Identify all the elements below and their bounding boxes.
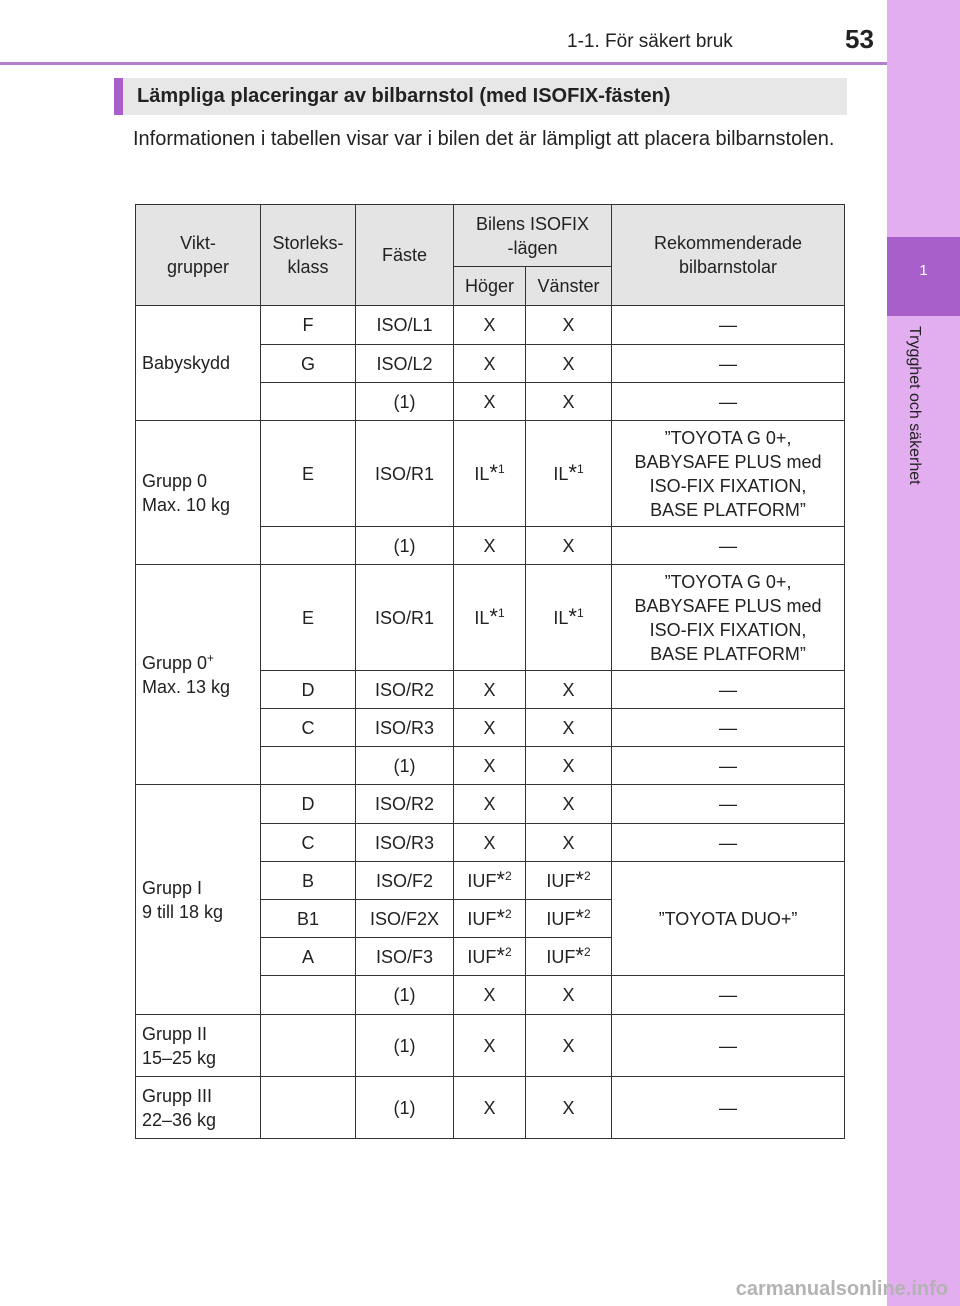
right-cell: X [454,345,526,383]
left-cell: IL*$^1$ [526,565,612,671]
recommended-cell: — [612,671,845,709]
recommended-cell: — [612,747,845,785]
left-cell: X [526,785,612,824]
recommended-cell: ”TOYOTA DUO+” [612,862,845,976]
fixture-cell: ISO/R2 [356,785,454,824]
left-cell: IUF*$^2$ [526,862,612,900]
size-cell [261,747,356,785]
intro-paragraph: Informationen i tabellen visar var i bilen det är lämpligt att placera bilbarnstolen. [133,128,835,150]
recommended-cell: — [612,306,845,345]
fixture-cell: ISO/L2 [356,345,454,383]
left-cell: X [526,824,612,862]
fixture-cell: (1) [356,1015,454,1077]
table-row [136,1015,845,1077]
right-cell: X [454,527,526,565]
left-cell: X [526,976,612,1015]
isofix-table [135,204,845,1139]
size-cell: D [261,671,356,709]
size-cell: D [261,785,356,824]
chapter-tab-number: 1 [919,262,928,279]
right-cell: X [454,306,526,345]
right-cell: X [454,671,526,709]
left-cell: X [526,345,612,383]
left-cell: X [526,1077,612,1139]
recommended-cell: — [612,824,845,862]
group-grupp-3: Grupp III 22–36 kg [136,1077,261,1139]
fixture-cell: ISO/F3 [356,938,454,976]
header-left: Vänster [526,267,612,306]
chapter-title: Trygghet och säkerhet [906,326,923,485]
left-cell: X [526,306,612,345]
header-size-class: Storleks- klass [261,205,356,306]
group-grupp-1: Grupp I 9 till 18 kg [136,785,261,1015]
header-fixture: Fäste [356,205,454,306]
right-cell: X [454,976,526,1015]
fixture-cell: ISO/L1 [356,306,454,345]
fixture-cell: (1) [356,1077,454,1139]
size-cell: A [261,938,356,976]
fixture-cell: ISO/F2X [356,900,454,938]
right-cell: X [454,785,526,824]
size-cell: E [261,421,356,527]
fixture-cell: ISO/R1 [356,565,454,671]
left-cell: X [526,1015,612,1077]
header-rule [0,62,887,65]
recommended-cell: — [612,383,845,421]
page-number: 53 [845,24,874,54]
left-cell: IL*$^1$ [526,421,612,527]
table-row [136,565,845,671]
size-cell: C [261,709,356,747]
left-cell: X [526,383,612,421]
fixture-cell: ISO/R2 [356,671,454,709]
recommended-cell: — [612,1077,845,1139]
fixture-cell: ISO/R1 [356,421,454,527]
right-cell: X [454,1077,526,1139]
right-cell: IL*$^1$ [454,565,526,671]
size-cell: B1 [261,900,356,938]
left-cell: IUF*$^2$ [526,938,612,976]
right-cell: X [454,747,526,785]
header-weight-group: Vikt- grupper [136,205,261,306]
fixture-cell: (1) [356,976,454,1015]
recommended-cell: — [612,1015,845,1077]
section-banner [114,78,847,115]
fixture-cell: (1) [356,747,454,785]
group-grupp-0: Grupp 0 Max. 10 kg [136,421,261,565]
group-babyskydd: Babyskydd [136,306,261,421]
recommended-cell: — [612,976,845,1015]
right-cell: X [454,824,526,862]
table-row [136,421,845,527]
right-cell: IL*$^1$ [454,421,526,527]
right-cell: IUF*$^2$ [454,900,526,938]
right-cell: X [454,383,526,421]
size-cell [261,976,356,1015]
size-cell [261,383,356,421]
right-cell: X [454,1015,526,1077]
right-cell: IUF*$^2$ [454,862,526,900]
table-row [136,785,845,824]
size-cell: F [261,306,356,345]
left-cell: X [526,747,612,785]
fixture-cell: ISO/R3 [356,824,454,862]
header-right: Höger [454,267,526,306]
header-recommended: Rekommenderade bilbarnstolar [612,205,845,306]
size-cell [261,527,356,565]
banner-title: Lämpliga placeringar av bilbarnstol (med ISOFIX-fästen) [137,85,671,107]
section-title: 1-1. För säkert bruk [567,31,733,52]
group-grupp-2: Grupp II 15–25 kg [136,1015,261,1077]
size-cell: B [261,862,356,900]
header-positions: Bilens ISOFIX -lägen [454,205,612,267]
recommended-cell: — [612,785,845,824]
side-strip [887,0,960,1306]
size-cell: G [261,345,356,383]
fixture-cell: ISO/R3 [356,709,454,747]
group-grupp-0-plus: Grupp 0+ Max. 13 kg [136,565,261,785]
recommended-cell: ”TOYOTA G 0+, BABYSAFE PLUS med ISO-FIX FIXATION, BASE PLATFORM” [612,421,845,527]
size-cell: C [261,824,356,862]
left-cell: IUF*$^2$ [526,900,612,938]
left-cell: X [526,709,612,747]
left-cell: X [526,527,612,565]
table-row [136,1077,845,1139]
table-row [136,306,845,345]
right-cell: IUF*$^2$ [454,938,526,976]
recommended-cell: ”TOYOTA G 0+, BABYSAFE PLUS med ISO-FIX FIXATION, BASE PLATFORM” [612,565,845,671]
fixture-cell: ISO/F2 [356,862,454,900]
recommended-cell: — [612,709,845,747]
recommended-cell: — [612,527,845,565]
recommended-cell: — [612,345,845,383]
left-cell: X [526,671,612,709]
size-cell [261,1015,356,1077]
fixture-cell: (1) [356,383,454,421]
size-cell [261,1077,356,1139]
watermark-text: carmanualsonline.info [735,1278,948,1300]
right-cell: X [454,709,526,747]
fixture-cell: (1) [356,527,454,565]
size-cell: E [261,565,356,671]
